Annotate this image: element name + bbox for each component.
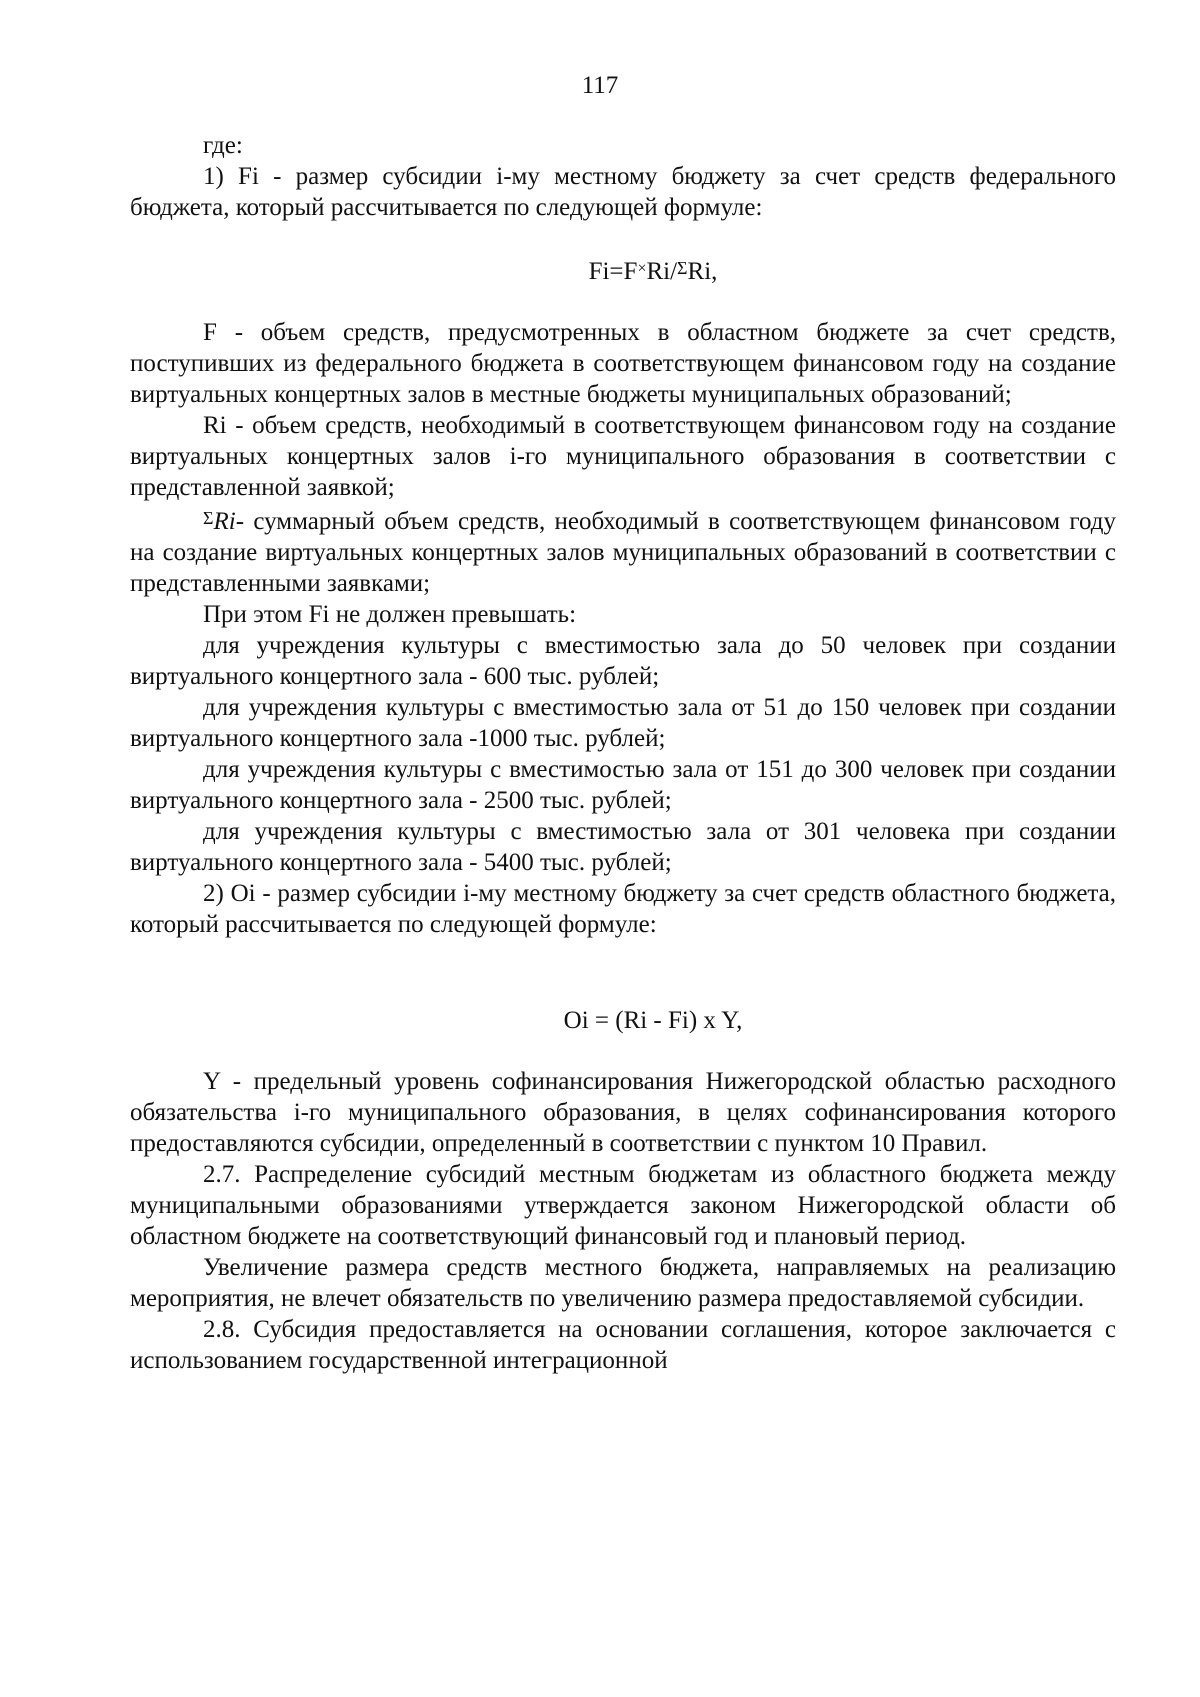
paragraph-2-7: 2.7. Распределение субсидий местным бюджетам из областного бюджета между муниципальными образованиями утверждается законом Нижегородской области об областном бюджете на соответствующий финансовый год и плановый период. — [130, 1161, 1116, 1250]
formula-fi — [190, 253, 1116, 287]
sigma-sign: Σ — [203, 508, 214, 528]
formula-oi: Oi = (Ri - Fi) x Y, — [563, 1007, 743, 1034]
formula-fi-part: Ri, — [687, 258, 718, 285]
ri-term: Ri — [213, 508, 236, 535]
paragraph-fi-definition: 1) Fi - размер субсидии i-му местному бюджету за счет средств федерального бюджета, который рассчитывается по следующей формуле: — [130, 163, 1116, 221]
paragraph-limit-150: для учреждения культуры с вместимостью зала от 51 до 150 человек при создании виртуального концертного зала -1000 тыс. рублей; — [130, 694, 1116, 752]
paragraph-sum-ri-definition — [130, 503, 1116, 599]
paragraph-f-definition: F - объем средств, предусмотренных в областном бюджете за счет средств, поступивших из федерального бюджета в соответствующем финансовом году на создание виртуальных концертных залов в местные бюджеты муниципальных образований; — [130, 319, 1116, 408]
page-number: 117 — [581, 72, 619, 99]
paragraph-fi-limit: При этом Fi не должен превышать: — [203, 601, 577, 628]
paragraph-limit-301: для учреждения культуры с вместимостью зала от 301 человека при создании виртуального концертного зала - 5400 тыс. рублей; — [130, 818, 1116, 876]
paragraph-increase: Увеличение размера средств местного бюджета, направляемых на реализацию мероприятия, не влечет обязательств по увеличению размера предоставляемой субсидии. — [130, 1254, 1116, 1312]
multiply-sign: × — [637, 260, 647, 277]
paragraph-ri-definition: Ri - объем средств, необходимый в соответствующем финансовом году на создание виртуальных концертных залов i-го муниципального образования в соответствии с представленной заявкой; — [130, 412, 1116, 501]
paragraph-limit-50: для учреждения культуры с вместимостью зала до 50 человек при создании виртуального концертного зала - 600 тыс. рублей; — [130, 632, 1116, 690]
paragraph-oi-definition: 2) Oi - размер субсидии i-му местному бюджету за счет средств областного бюджета, который рассчитывается по следующей формуле: — [130, 880, 1116, 938]
formula-fi-part: Fi=F — [588, 258, 638, 285]
paragraph-y-definition: Y - предельный уровень софинансирования Нижегородской областью расходного обязательства i-го муниципального образования, в целях софинансирования которого предоставляются субсидии, определенный в соответствии с пунктом 10 Правил. — [130, 1068, 1116, 1157]
paragraph-where: где: — [203, 132, 243, 159]
formula-fi-part: Ri/ — [646, 258, 678, 285]
paragraph-limit-300: для учреждения культуры с вместимостью зала от 151 до 300 человек при создании виртуального концертного зала - 2500 тыс. рублей; — [130, 756, 1116, 814]
paragraph-2-8: 2.8. Субсидия предоставляется на основании соглашения, которое заключается с использованием государственной интеграционной — [130, 1316, 1116, 1374]
sum-ri-text: - суммарный объем средств, необходимый в соответствующем финансовом году на создание виртуальных концертных залов муниципальных образований в соответствии с представленными заявками; — [130, 508, 1116, 597]
sigma-sign: Σ — [677, 258, 688, 278]
document-body — [130, 130, 1116, 1376]
